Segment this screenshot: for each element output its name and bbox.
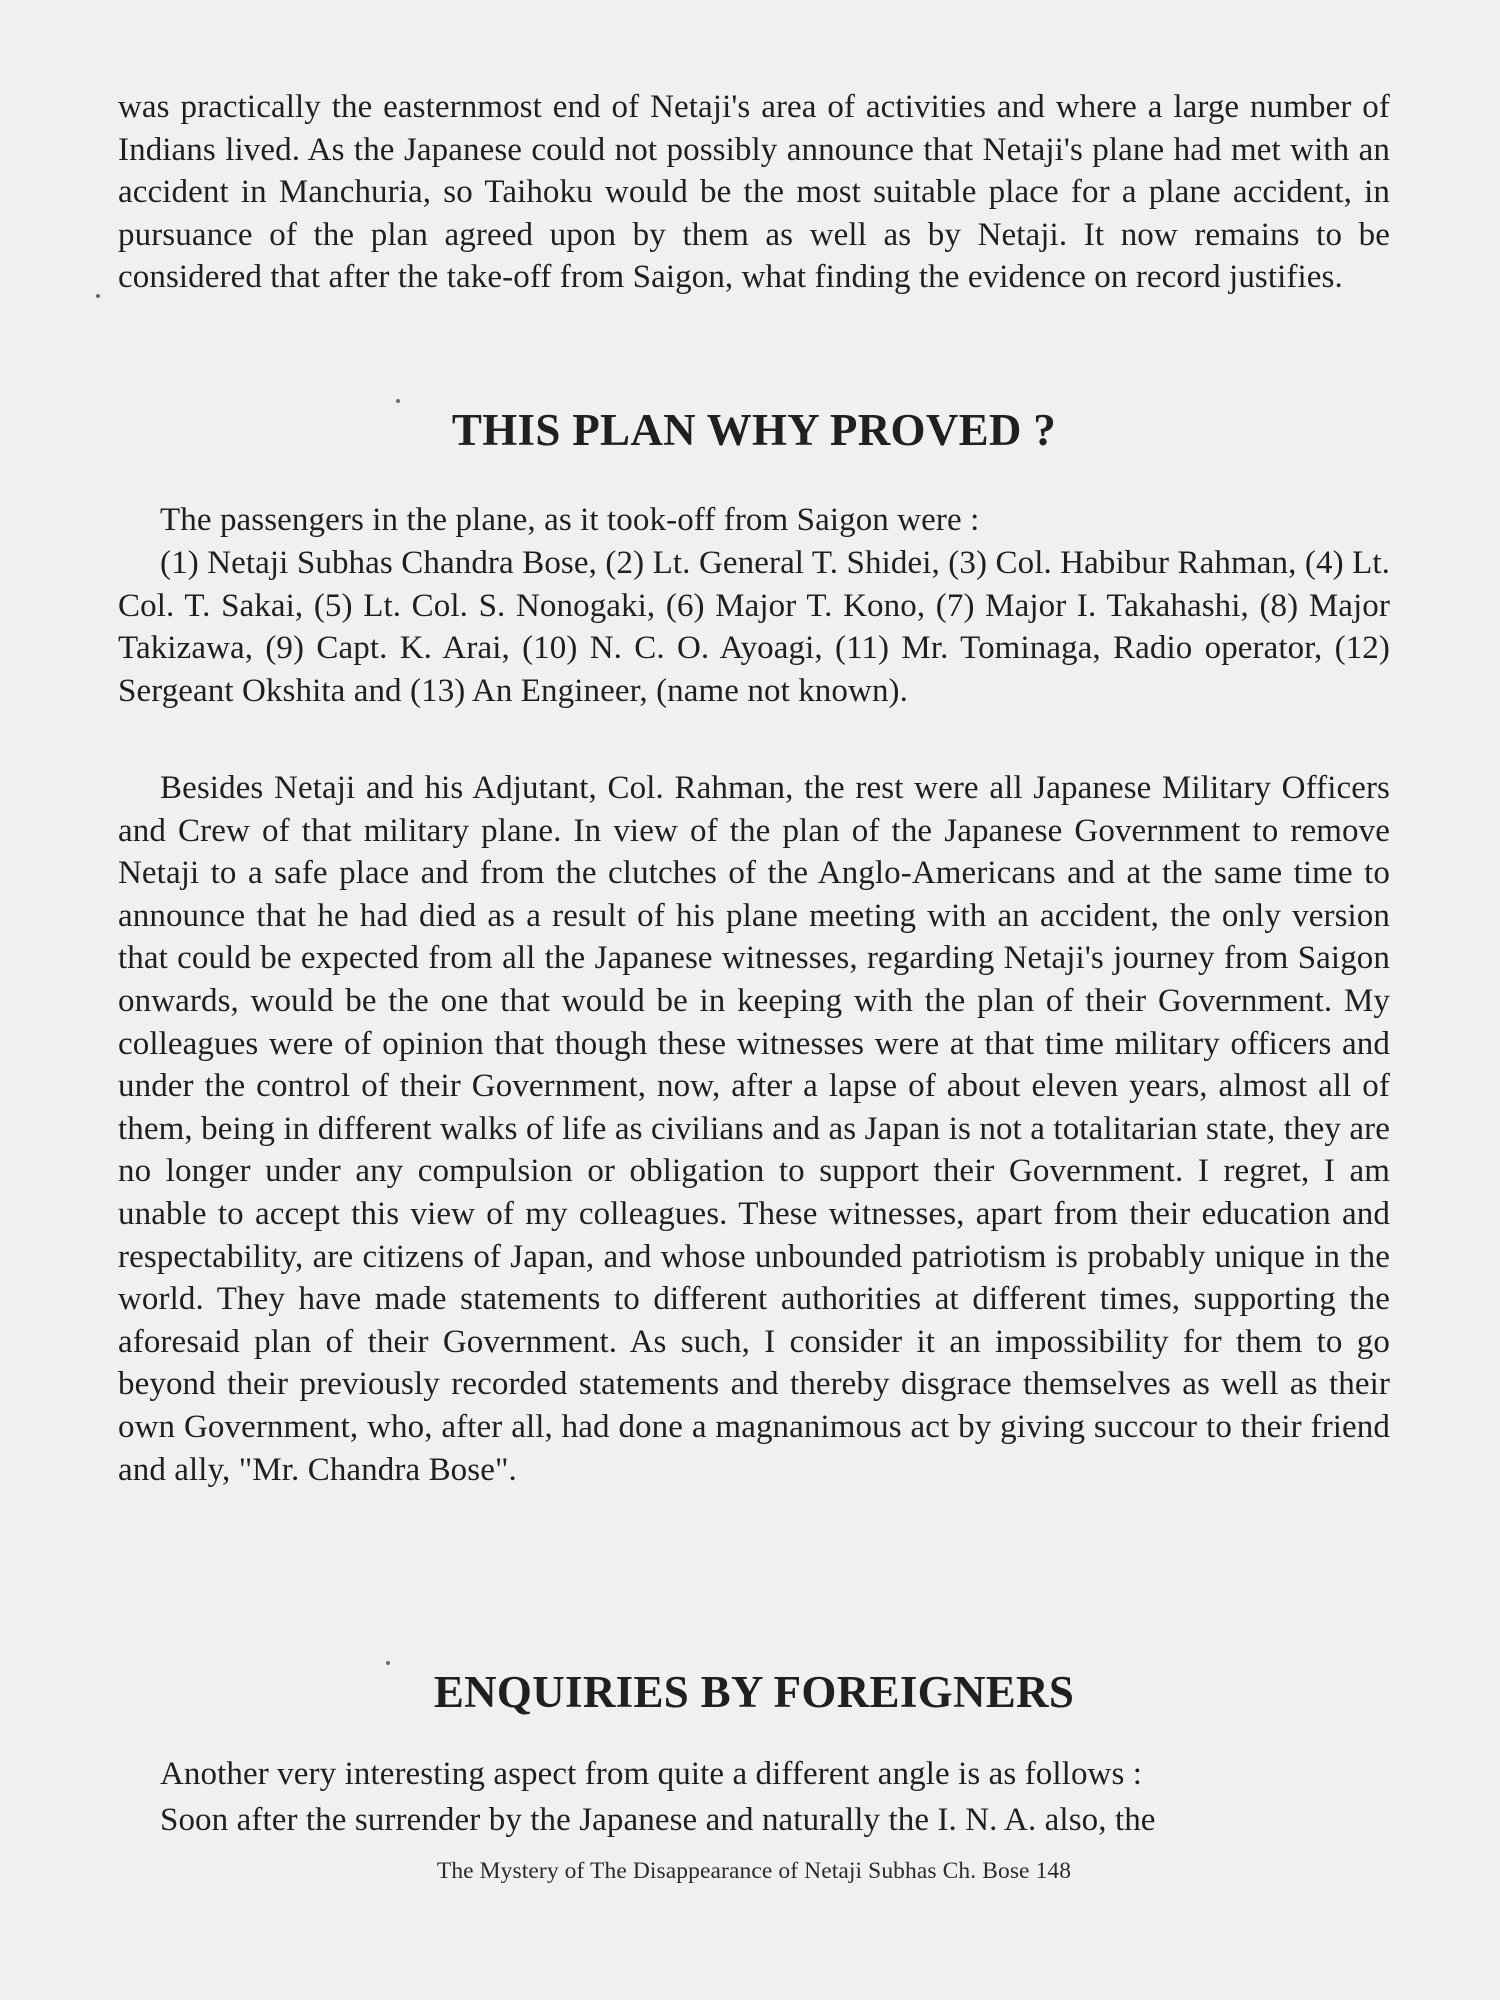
paragraph-passengers-intro: The passengers in the plane, as it took-off from Saigon were : — [160, 502, 980, 538]
paragraph-passengers-list: (1) Netaji Subhas Chandra Bose, (2) Lt. General T. Shidei, (3) Col. Habibur Rahman, (4) Lt. Col. T. Sakai, (5) Lt. Col. S. Nonogaki, (6) Major T. Kono, (7) Major I. Takahashi, (8) Major Takizawa, (9) Capt. K. Arai, (10) N. C. O. Ayoagi, (11) Mr. Tominaga, Radio operator, (12) Sergeant Okshita and (13) An Engineer, (name not known). — [118, 545, 1390, 709]
page-footer: The Mystery of The Disappearance of Netaji Subhas Ch. Bose 148 — [436, 1858, 1072, 1884]
paragraph-soon-after: Soon after the surrender by the Japanese and naturally the I. N. A. also, the — [160, 1802, 1156, 1838]
scan-speck — [96, 294, 100, 298]
paragraph-intro: was practically the easternmost end of Netaji's area of activities and where a large number of Indians lived. As the Japanese could not possibly announce that Netaji's plane had met with an accident in Manchuria, so Taihoku would be the most suitable place for a plane accident, in pursuance of the plan agreed upon by them as well as by Netaji. It now remains to be considered that after the take-off from Saigon, what finding the evidence on record justifies. — [118, 89, 1390, 296]
heading-enquiries-by-foreigners: ENQUIRIES BY FOREIGNERS — [433, 1667, 1075, 1717]
paragraph-besides-netaji: Besides Netaji and his Adjutant, Col. Rahman, the rest were all Japanese Military Officers and Crew of that military plane. In view of the plan of the Japanese Government to remove Netaji to a safe place and from the clutches of the Anglo-Americans and at the same time to announce that he had died as a result of his plane meeting with an accident, the only version that could be expected from all the Japanese witnesses, regarding Netaji's journey from Saigon onwards, would be the one that would be in keeping with the plan of their Government. My colleagues were of opinion that though these witnesses were at that time military officers and under the control of their Government, now, after a lapse of about eleven years, almost all of them, being in different walks of life as civilians and as Japan is not a totalitarian state, they are no longer under any compulsion or obligation to support their Government. I regret, I am unable to accept this view of my colleagues. These witnesses, apart from their education and respectability, are citizens of Japan, and whose unbounded patriotism is probably unique in the world. They have made statements to different authorities at different times, supporting the aforesaid plan of their Government. As such, I consider it an impossibility for them to go beyond their previously recorded statements and thereby disgrace themselves as well as their own Government, who, after all, had done a magnanimous act by giving succour to their friend and ally, "Mr. Chandra Bose". — [118, 770, 1390, 1488]
document-page — [118, 86, 1390, 1946]
heading-this-plan-why-proved: THIS PLAN WHY PROVED ? — [451, 405, 1057, 455]
scan-speck — [386, 1661, 390, 1665]
scan-speck — [396, 399, 400, 403]
paragraph-another-aspect: Another very interesting aspect from quite a different angle is as follows : — [160, 1756, 1143, 1792]
